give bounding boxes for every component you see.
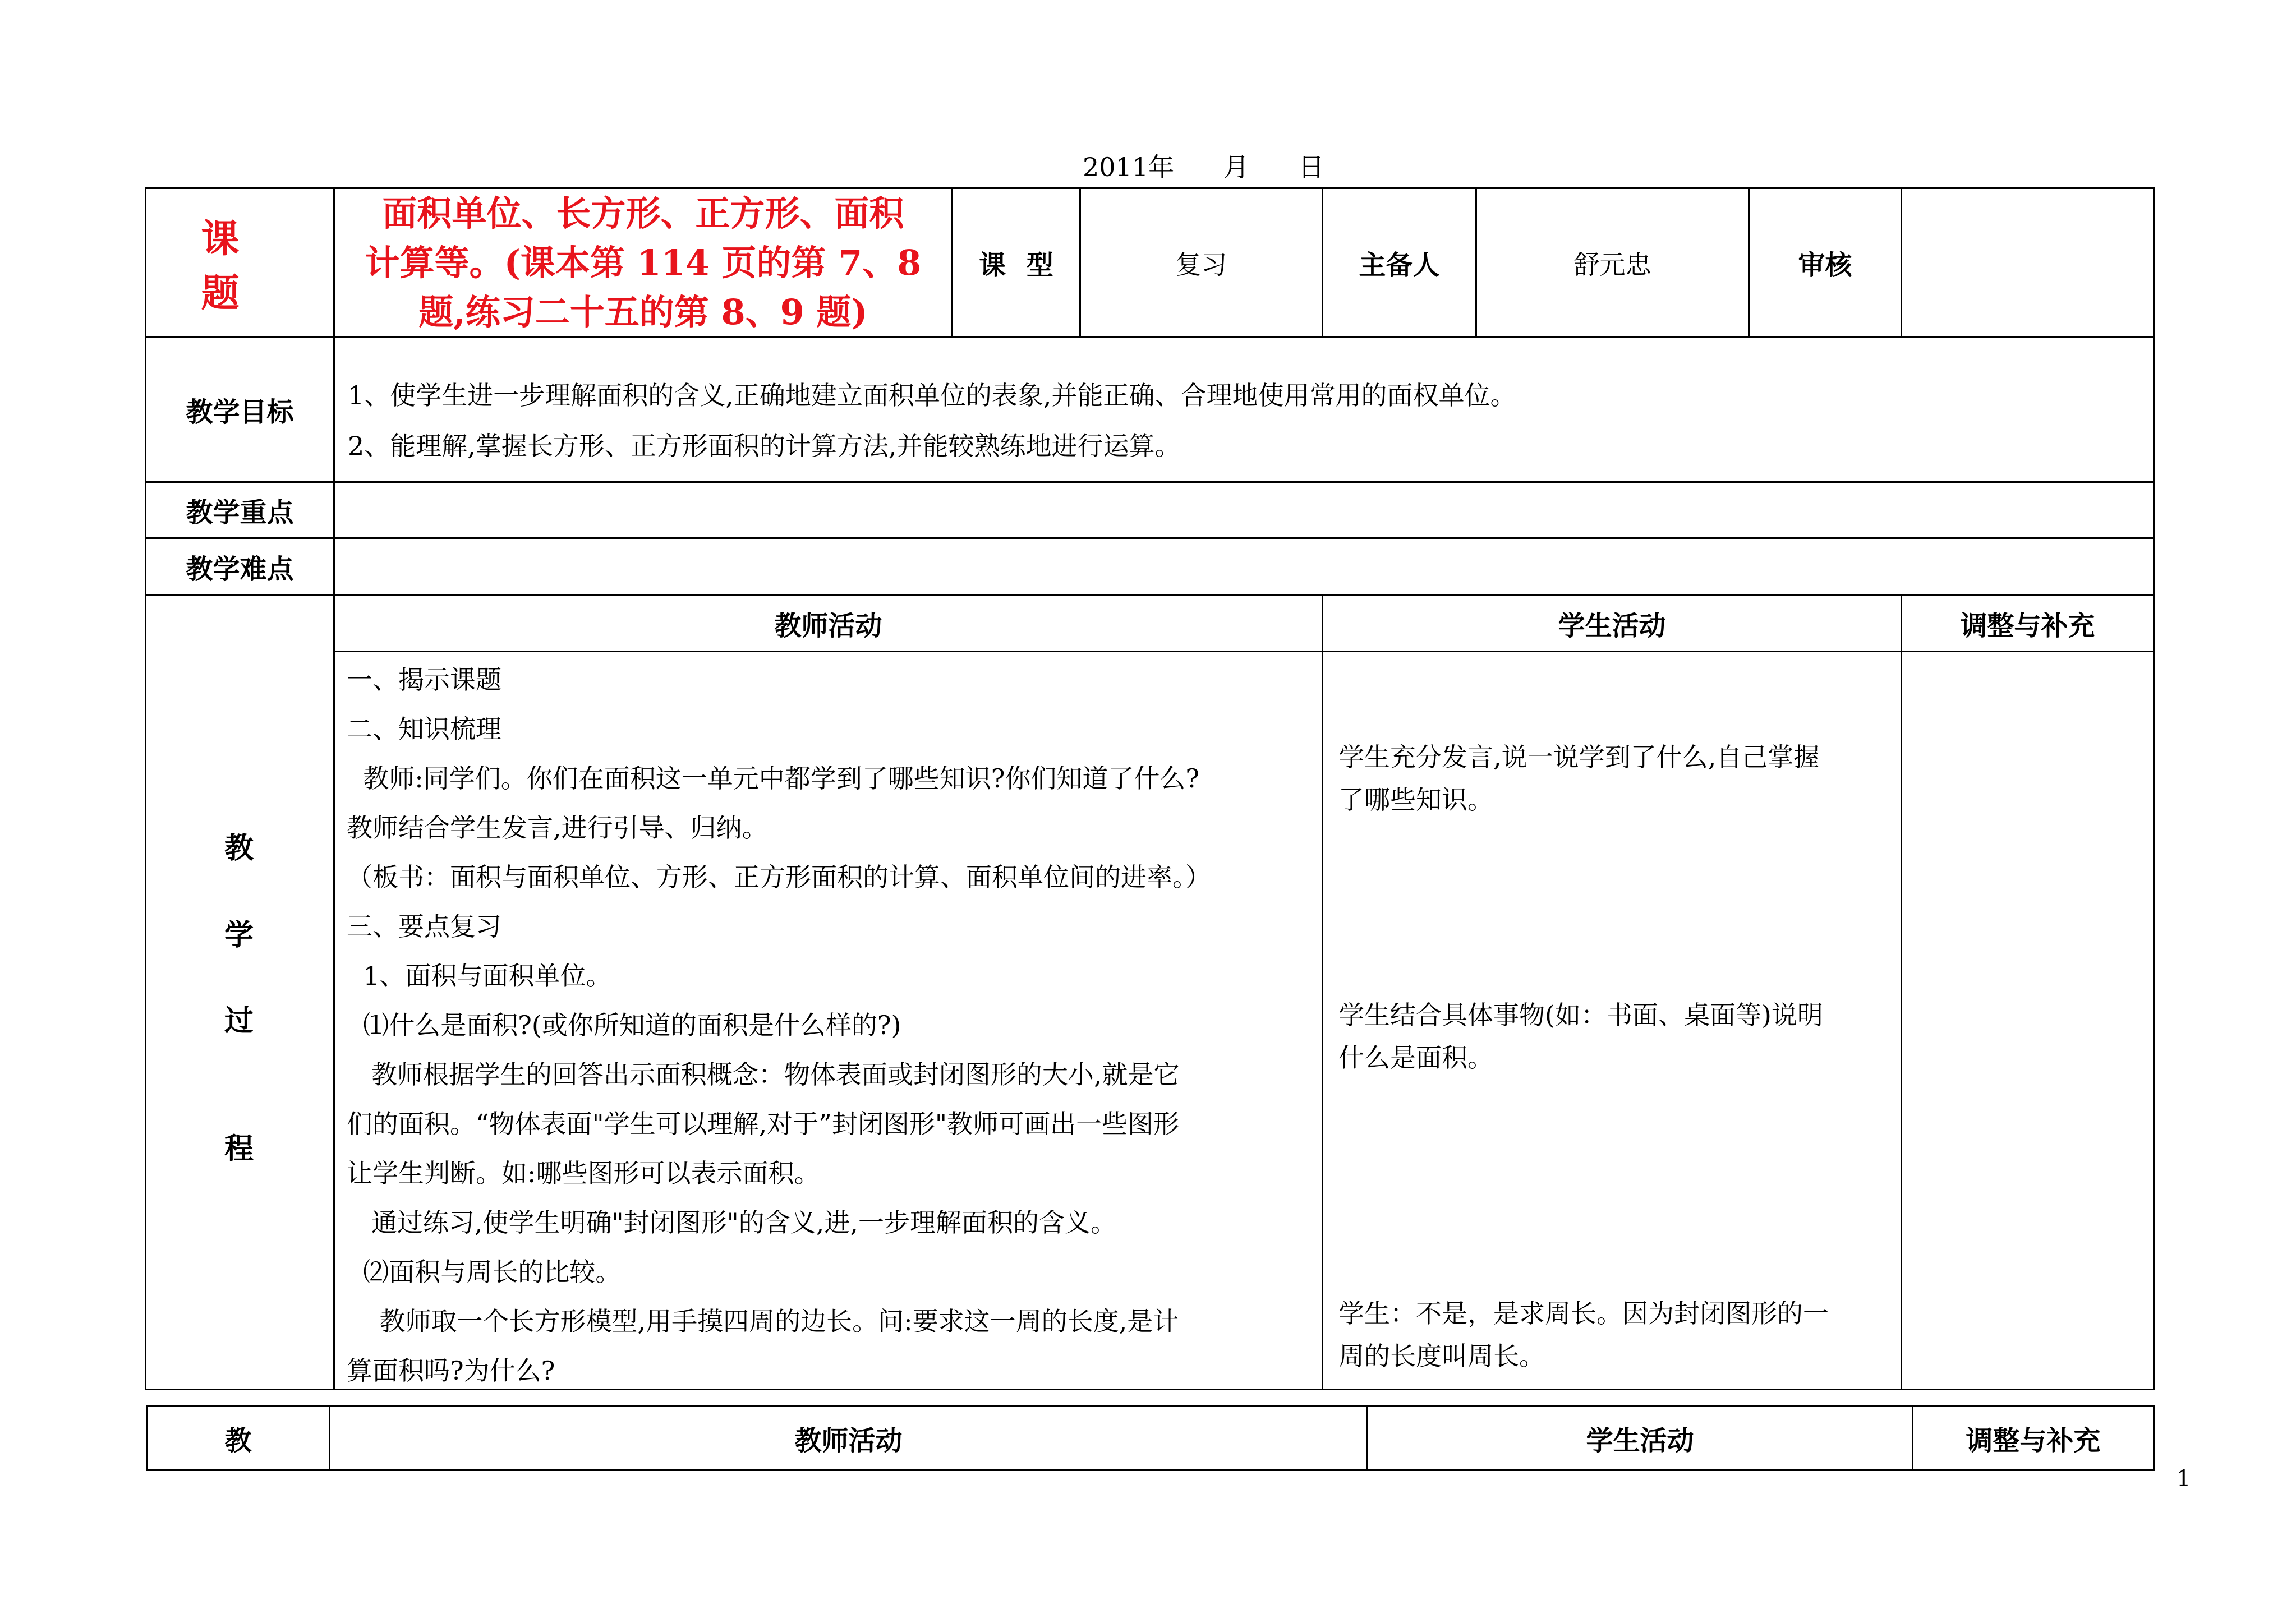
next-col-teacher: 教师活动 [794, 1425, 903, 1456]
col-header-adjust: 调整与补充 [1960, 610, 2095, 642]
topic-line: 计算等。(课本第 114 页的第 7、8 [365, 242, 922, 283]
process-label-char: 程 [224, 1132, 254, 1166]
objective-item: 2、能理解,掌握长方形、正方形面积的计算方法,并能较熟练地进行运算。 [348, 431, 1181, 461]
student-line: 学生：不是，是求周长。因为封闭图形的一 [1338, 1298, 1829, 1329]
process-label-char: 教 [224, 831, 254, 865]
difficulty-label: 教学难点 [186, 554, 294, 585]
student-activity-block [1338, 994, 1899, 1079]
col-header-student: 学生活动 [1558, 610, 1666, 642]
process-label-char: 学 [224, 918, 254, 952]
reviewer-value [1902, 189, 2153, 336]
teacher-line: 二、知识梳理 [347, 714, 501, 744]
student-line: 了哪些知识。 [1338, 785, 1493, 815]
student-activity-block [1338, 1292, 1899, 1377]
topic-line: 面积单位、长方形、正方形、面积 [382, 192, 904, 234]
student-line: 学生充分发言,说一说学到了什么,自己掌握 [1338, 742, 1820, 772]
teacher-line: 教师根据学生的回答出示面积概念：物体表面或封闭图形的大小,就是它 [347, 1059, 1180, 1090]
teacher-line: 1、面积与面积单位。 [347, 961, 612, 991]
teacher-line: 让学生判断。如:哪些图形可以表示面积。 [347, 1158, 820, 1188]
lesson-type-label: 课 型 [979, 250, 1053, 281]
teacher-line: 三、要点复习 [347, 911, 501, 942]
objectives-label: 教学目标 [186, 396, 294, 428]
date-header: 2011年 月 日 [1083, 152, 1324, 182]
preparer-label: 主备人 [1359, 250, 1440, 281]
teacher-line: ⑴什么是面积?(或你所知道的面积是什么样的?) [347, 1010, 901, 1040]
student-line: 周的长度叫周长。 [1338, 1341, 1545, 1371]
teacher-activity [347, 655, 1312, 1395]
key-point-label: 教学重点 [186, 497, 294, 528]
objectives-content [348, 370, 1516, 471]
student-line: 学生结合具体事物(如：书面、桌面等)说明 [1338, 1000, 1823, 1030]
teacher-line: 们的面积。“物体表面"学生可以理解,对于”封闭图形"教师可画出一些图形 [347, 1109, 1179, 1139]
teacher-line: 算面积吗?为什么? [347, 1355, 555, 1386]
reviewer-label: 审核 [1798, 250, 1852, 281]
student-line: 什么是面积。 [1338, 1043, 1493, 1073]
topic-line: 题,练习二十五的第 8、9 题) [418, 291, 868, 333]
objective-item: 1、使学生进一步理解面积的含义,正确地建立面积单位的表象,并能正确、合理地使用常用的面权单位。 [348, 380, 1516, 411]
teacher-line: 教师取一个长方形模型,用手摸四周的边长。问:要求这一周的长度,是计 [347, 1306, 1179, 1336]
next-col-label: 教 [224, 1425, 252, 1456]
teacher-line: 一、揭示课题 [347, 665, 501, 695]
lesson-type-value: 复习 [1175, 249, 1227, 280]
teacher-line: 教师:同学们。你们在面积这一单元中都学到了哪些知识?你们知道了什么? [347, 763, 1200, 794]
student-activity-block [1338, 736, 1899, 821]
teacher-line: 通过练习,使学生明确"封闭图形"的含义,进,一步理解面积的含义。 [347, 1207, 1117, 1238]
preparer-value: 舒元忠 [1573, 249, 1651, 280]
teacher-line: ⑵面积与周长的比较。 [347, 1257, 622, 1287]
next-col-adjust: 调整与补充 [1966, 1425, 2101, 1456]
col-header-teacher: 教师活动 [774, 610, 882, 642]
teacher-line: （板书：面积与面积单位、方形、正方形面积的计算、面积单位间的进率。） [347, 862, 1211, 892]
topic-label: 课 题 [201, 216, 279, 316]
next-col-student: 学生活动 [1586, 1425, 1694, 1456]
teacher-line: 教师结合学生发言,进行引导、归纳。 [347, 813, 768, 843]
page-number: 1 [2177, 1466, 2191, 1492]
topic-value [335, 189, 951, 336]
process-label-char: 过 [224, 1004, 254, 1038]
